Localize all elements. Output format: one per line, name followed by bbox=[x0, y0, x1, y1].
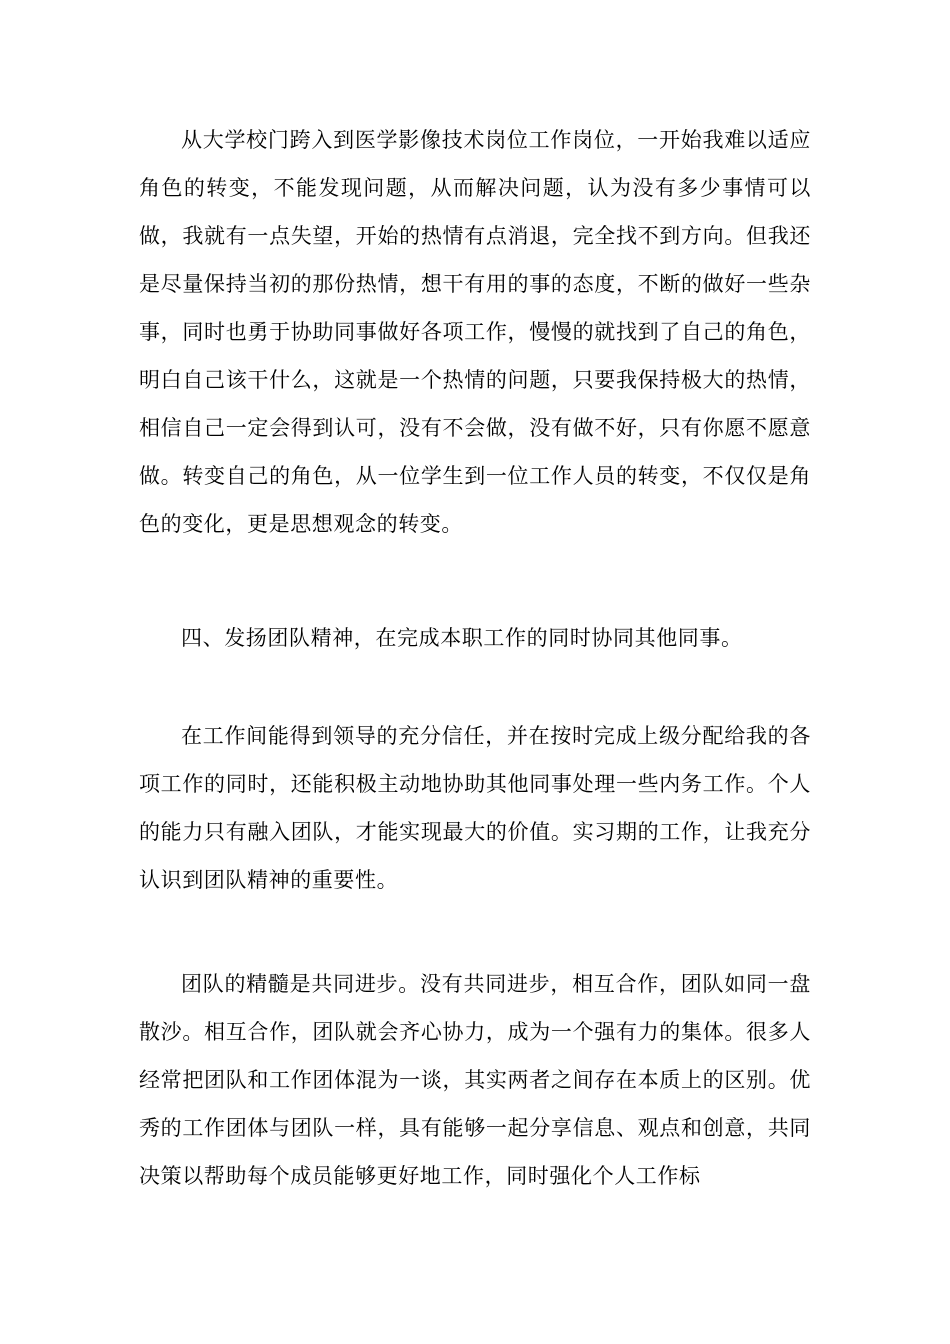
section-heading-team-spirit: 四、发扬团队精神，在完成本职工作的同时协同其他同事。 bbox=[181, 626, 743, 650]
body-paragraph-trust: 在工作间能得到领导的充分信任，并在按时完成上级分配给我的各项工作的同时，还能积极主动地协助其他同事处理一些内务工作。个人的能力只有融入团队，才能实现最大的价值。实习期的工作，让我充分认识到团队精神的重要性。 bbox=[139, 724, 811, 892]
body-paragraph-team-essence: 团队的精髓是共同进步。没有共同进步，相互合作，团队如同一盘散沙。相互合作，团队就会齐心协力，成为一个强有力的集体。很多人经常把团队和工作团体混为一谈，其实两者之间存在本质上的区别。优秀的工作团体与团队一样，具有能够一起分享信息、观点和创意，共同决策以帮助每个成员能够更好地工作，同时强化个人工作标 bbox=[139, 972, 811, 1188]
body-paragraph-role-change: 从大学校门跨入到医学影像技术岗位工作岗位，一开始我难以适应角色的转变，不能发现问题，从而解决问题，认为没有多少事情可以做，我就有一点失望，开始的热情有点消退，完全找不到方向。但我还是尽量保持当初的那份热情，想干有用的事的态度，不断的做好一些杂事，同时也勇于协助同事做好各项工作，慢慢的就找到了自己的角色，明白自己该干什么，这就是一个热情的问题，只要我保持极大的热情，相信自己一定会得到认可，没有不会做，没有做不好，只有你愿不愿意做。转变自己的角色，从一位学生到一位工作人员的转变，不仅仅是角色的变化，更是思想观念的转变。 bbox=[139, 128, 811, 536]
